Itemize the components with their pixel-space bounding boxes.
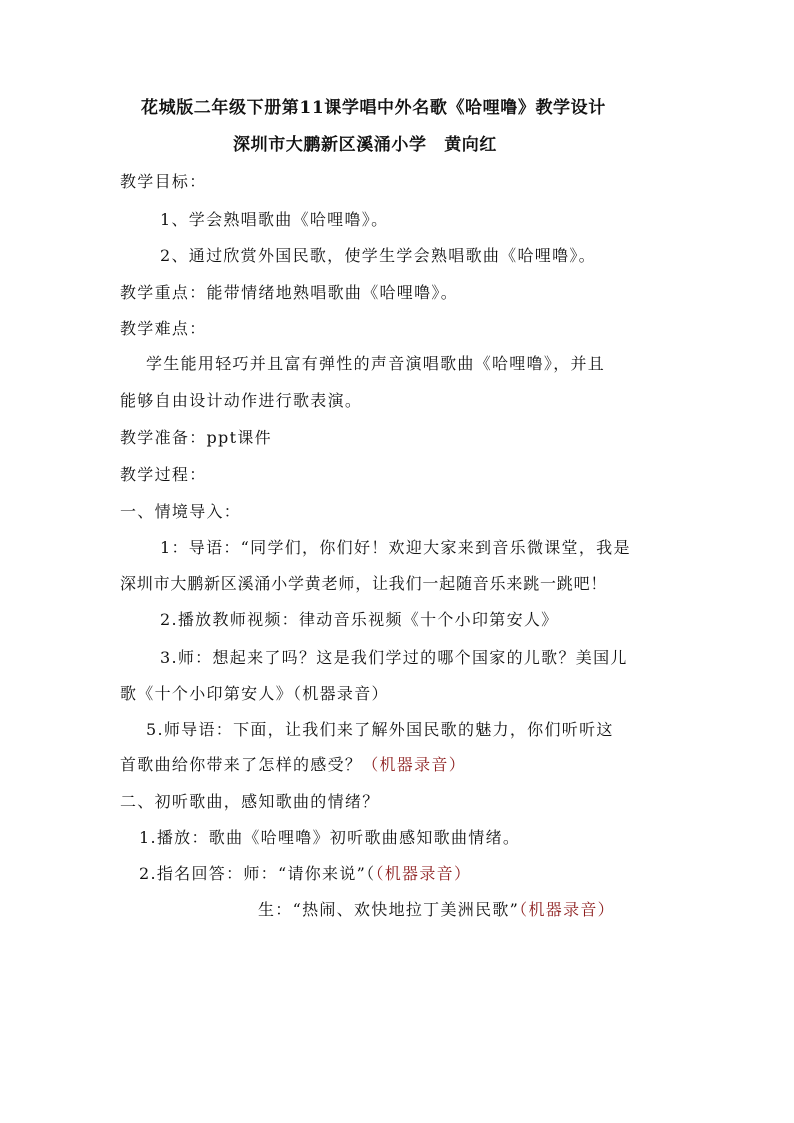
s2-step-2-answer-text: 生：“热闹、欢快地拉丁美洲民歌” <box>258 900 520 919</box>
step-1-line-2: 深圳市大鹏新区溪涌小学黄老师，让我们一起随音乐来跳一跳吧！ <box>120 574 608 593</box>
process-heading: 教学过程： <box>120 465 207 484</box>
goal-2: 2、通过欣赏外国民歌，使学生学会熟唱歌曲《哈哩噜》。 <box>160 246 596 265</box>
s2-step-1: 1.播放：歌曲《哈哩噜》初听歌曲感知歌曲情绪。 <box>139 828 521 847</box>
step-5-line-2 <box>120 755 466 775</box>
step-5-line-2-text: 首歌曲给你带来了怎样的感受？ <box>120 755 363 774</box>
s2-step-2-text: 2.指名回答：师：“请你来说”（ <box>139 864 376 883</box>
goals-heading: 教学目标： <box>120 172 207 191</box>
key-point: 教学重点：能带情绪地熟唱歌曲《哈哩噜》。 <box>120 283 459 302</box>
section-2-heading: 二、初听歌曲，感知歌曲的情绪？ <box>120 792 380 811</box>
s2-step-2-answer <box>258 900 615 920</box>
difficulty-heading: 教学难点： <box>120 319 207 338</box>
step-5-recording-note: （机器录音） <box>362 755 467 774</box>
step-1-line-1: 1：导语：“同学们，你们好！欢迎大家来到音乐微课堂，我是 <box>160 538 631 557</box>
s2-step-2 <box>139 864 471 884</box>
preparation: 教学准备：ppt课件 <box>120 428 272 447</box>
step-3-line-2: 歌《十个小印第安人》（机器录音） <box>120 684 389 703</box>
document-title: 花城版二年级下册第11课学唱中外名歌《哈哩噜》教学设计 <box>141 98 606 118</box>
difficulty-line-2: 能够自由设计动作进行歌表演。 <box>120 391 363 410</box>
step-5-line-1: 5.师导语：下面，让我们来了解外国民歌的魅力，你们听听这 <box>146 720 614 739</box>
step-2: 2.播放教师视频：律动音乐视频《十个小印第安人》 <box>160 610 559 629</box>
s2-step-2-recording-note: （机器录音） <box>375 864 472 883</box>
goal-1: 1、学会熟唱歌曲《哈哩噜》。 <box>160 210 389 229</box>
s2-step-2-answer-recording-note: （机器录音） <box>519 900 615 919</box>
difficulty-line-1: 学生能用轻巧并且富有弹性的声音演唱歌曲《哈哩噜》，并且 <box>146 354 606 373</box>
author-line: 深圳市大鹏新区溪涌小学 黄向红 <box>233 135 497 155</box>
step-3-line-1: 3.师：想起来了吗？这是我们学过的哪个国家的儿歌？美国儿 <box>160 648 628 667</box>
section-1-heading: 一、情境导入： <box>120 502 242 521</box>
